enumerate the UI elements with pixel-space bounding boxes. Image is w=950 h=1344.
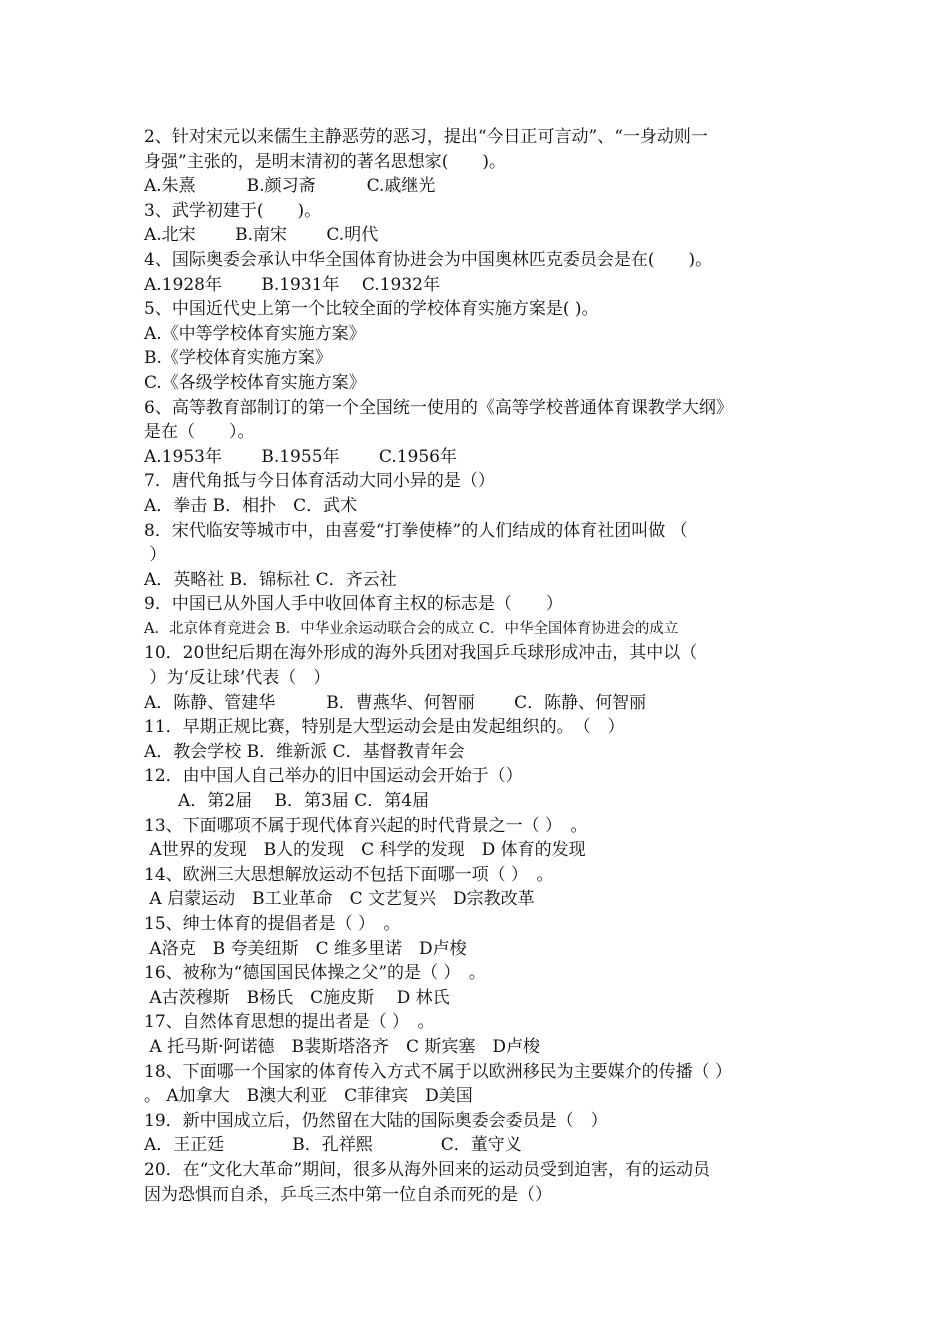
question-6-line-1: 6、高等教育部制订的第一个全国统一使用的《高等学校普通体育课教学大纲》 <box>144 397 733 418</box>
question-18-options: 。 A加拿大 B澳大利亚 C菲律宾 D美国 <box>144 1086 473 1107</box>
document-page <box>144 125 824 1207</box>
question-5-option-a: A.《中等学校体育实施方案》 <box>144 323 366 344</box>
question-5-option-c: C.《各级学校体育实施方案》 <box>144 372 366 393</box>
question-8-line-2: ） <box>144 545 167 566</box>
question-13-options: A世界的发现 B人的发现 C 科学的发现 D 体育的发现 <box>144 840 586 861</box>
question-6-line-2: 是在（ ）。 <box>144 422 255 443</box>
question-7-options: A．拳击 B．相扑 C．武术 <box>144 495 358 516</box>
question-10-options: A．陈静、管建华 B．曹燕华、何智丽 C．陈静、何智丽 <box>144 692 647 713</box>
question-17-options: A 托马斯·阿诺德 B裴斯塔洛齐 C 斯宾塞 D卢梭 <box>144 1036 541 1057</box>
question-14-text: 14、欧洲三大思想解放运动不包括下面哪一项（ ） 。 <box>144 864 554 885</box>
question-12-text: 12．由中国人自己举办的旧中国运动会开始于（） <box>144 766 523 787</box>
question-11-options: A．教会学校 B．维新派 C．基督教青年会 <box>144 741 465 762</box>
question-7-text: 7．唐代角抵与今日体育活动大同小异的是（） <box>144 471 495 492</box>
question-20-line-2: 因为恐惧而自杀，乒乓三杰中第一位自杀而死的是（） <box>144 1184 552 1205</box>
question-10-line-2: ）为‘反让球’代表（ ） <box>144 668 331 689</box>
question-2-line-2: 身强”主张的，是明末清初的著名思想家( )。 <box>144 151 506 172</box>
question-5-option-b: B.《学校体育实施方案》 <box>144 348 332 369</box>
question-16-options: A古茨穆斯 B杨氏 C施皮斯 D 林氏 <box>144 987 450 1008</box>
question-4-text: 4、国际奥委会承认中华全国体育协进会为中国奥林匹克委员会是在( )。 <box>144 249 713 270</box>
question-11-text: 11．早期正规比赛，特别是大型运动会是由发起组织的。 （ ） <box>144 717 625 738</box>
question-9-options: A．北京体育竞进会 B．中华业余运动联合会的成立 C．中华全国体育协进会的成立 <box>144 620 679 637</box>
question-9-text: 9．中国已从外国人手中收回体育主权的标志是（ ） <box>144 594 563 615</box>
question-4-options: A.1928年 B.1931年 C.1932年 <box>144 274 440 295</box>
question-15-options: A洛克 B 夸美纽斯 C 维多里诺 D卢梭 <box>144 938 467 959</box>
question-5-text: 5、中国近代史上第一个比较全面的学校体育实施方案是( )。 <box>144 299 599 320</box>
question-19-text: 19．新中国成立后，仍然留在大陆的国际奥委会委员是（ ） <box>144 1110 608 1131</box>
question-20-line-1: 20．在“文化大革命”期间，很多从海外回来的运动员受到迫害，有的运动员 <box>144 1159 711 1180</box>
question-17-text: 17、自然体育思想的提出者是（ ） 。 <box>144 1012 435 1033</box>
question-19-options: A．王正廷 B．孔祥熙 C．董守义 <box>144 1135 522 1156</box>
question-15-text: 15、绅士体育的提倡者是（ ） 。 <box>144 914 401 934</box>
question-2-line-1: 2、针对宋元以来儒生主静恶劳的恶习，提出“今日正可言动”、“一身动则一 <box>144 127 708 147</box>
question-3-options: A.北宋 B.南宋 C.明代 <box>144 225 379 246</box>
question-8-options: A．英略社 B．锦标社 C．齐云社 <box>144 569 397 590</box>
question-18-text: 18、下面哪一个国家的体育传入方式不属于以欧洲移民为主要媒介的传播（ ） <box>144 1061 733 1082</box>
question-6-options: A.1953年 B.1955年 C.1956年 <box>144 446 457 467</box>
question-14-options: A 启蒙运动 B工业革命 C 文艺复兴 D宗教改革 <box>144 889 535 910</box>
question-13-text: 13、下面哪项不属于现代体育兴起的时代背景之一（ ） 。 <box>144 815 588 836</box>
question-12-options: A．第2届 B．第3届 C．第4届 <box>144 791 430 812</box>
question-8-line-1: 8．宋代临安等城市中，由喜爱“打拳使棒”的人们结成的体育社团叫做 （ <box>144 520 688 541</box>
question-3-text: 3、武学初建于( )。 <box>144 200 322 221</box>
question-16-text: 16、被称为“德国国民体操之父”的是（ ） 。 <box>144 963 486 984</box>
question-2-options: A.朱熹 B.颜习斋 C.戚继光 <box>144 176 436 197</box>
question-10-line-1: 10．20世纪后期在海外形成的海外兵团对我国乒乓球形成冲击，其中以（ <box>144 643 698 664</box>
